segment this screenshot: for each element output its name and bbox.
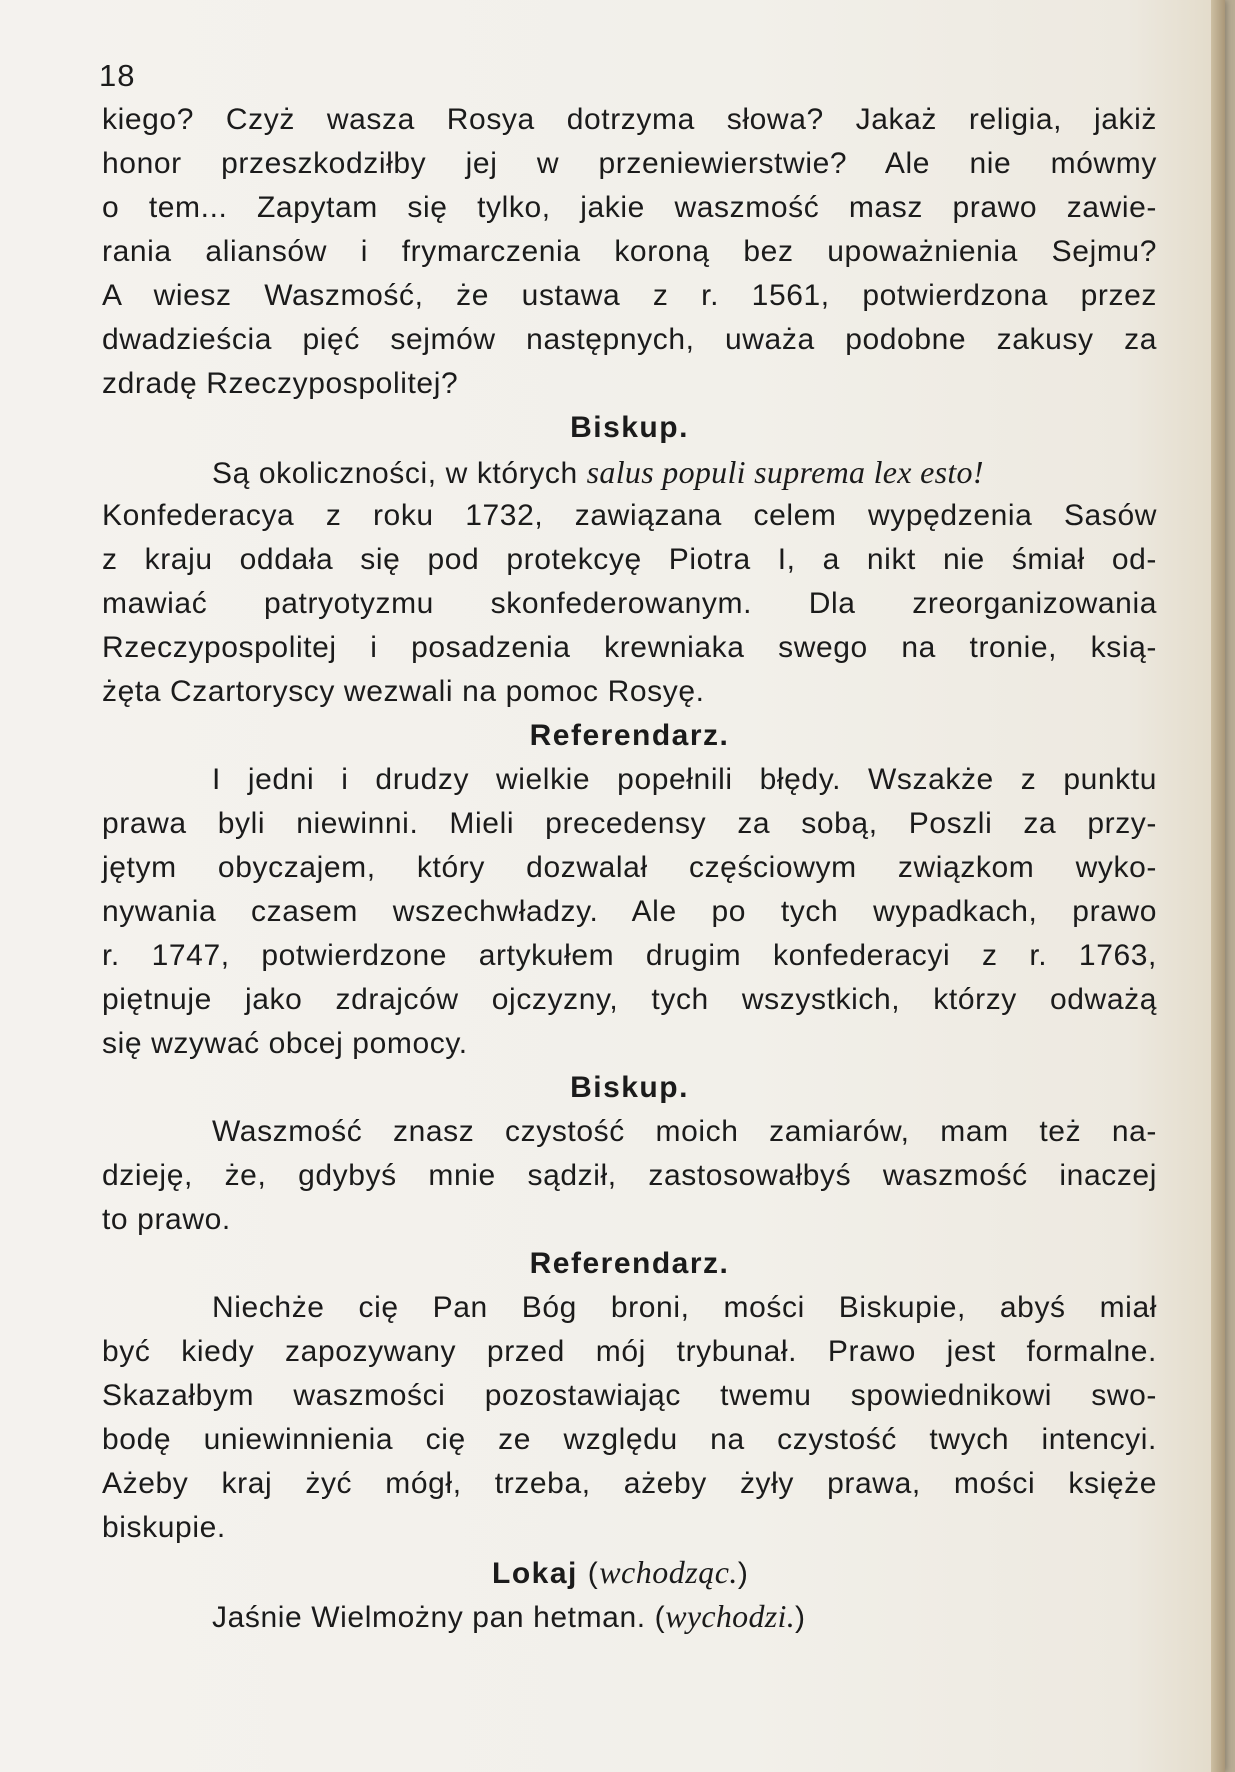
speech-paragraph [102,1110,1157,1242]
text-line: rania aliansów i frymarczenia koroną bez upoważnienia Sejmu? [102,235,1157,268]
text-line: zdradę Rzeczypospolitej? [102,367,459,400]
speech-paragraph [102,1286,1157,1550]
text-line: Ażeby kraj żyć mógł, trzeba, ażeby żyły prawa, mości księże [102,1467,1157,1500]
text-line: to prawo. [102,1203,231,1236]
speaker-name: Lokaj [492,1557,578,1590]
text-line: dzieję, że, gdybyś mnie sądził, zastosowałbyś waszmość inaczej [102,1159,1157,1192]
text-line: Niechże cię Pan Bóg broni, mości Biskupie, abyś miał [212,1291,1157,1324]
text-line: Jaśnie Wielmożny pan hetman. (wychodzi.) [212,1598,806,1634]
text-line: być kiedy zapozywany przed mój trybunał. Prawo jest formalne. [102,1335,1157,1368]
text-line: prawa byli niewinni. Mieli precedensy za sobą, Poszli za przy- [102,807,1157,840]
text-span: Są okoliczności, w których [212,457,587,490]
text-line [102,450,1157,494]
text-line: o tem... Zapytam się tylko, jakie waszmość masz prawo zawie- [102,191,1157,224]
text-line: żęta Czartoryscy wezwali na pomoc Rosyę. [102,675,705,708]
paren-close: ) [737,1557,750,1590]
speech-paragraph [102,758,1157,1066]
text-line: Rzeczypospolitej i posadzenia krewniaka swego na tronie, ksią- [102,631,1157,664]
speaker-heading: Biskup. [570,411,689,444]
text-line: I jedni i drudzy wielkie popełnili błędy. Wszakże z punktu [212,763,1157,796]
page-number: 18 [99,58,136,93]
paragraph-continuation [102,98,1157,406]
text-line: dwadzieścia pięć sejmów następnych, uważa podobne zakusy za [102,323,1157,356]
speaker-heading: Referendarz. [529,1247,730,1280]
page-text [102,98,1157,1638]
text-line: z kraju oddała się pod protekcyę Piotra I, a nikt nie śmiał od- [102,543,1157,576]
text-line: nywania czasem wszechwładzy. Ale po tych wypadkach, prawo [102,895,1157,928]
speech-paragraph [102,450,1157,714]
text-line: piętnuje jako zdrajców ojczyzny, tych wszystkich, którzy odważą [102,983,1157,1016]
speaker-heading: Biskup. [570,1071,689,1104]
text-span: Jaśnie Wielmożny pan hetman. [212,1601,646,1634]
text-line: honor przeszkodziłby jej w przeniewierstwie? Ale nie mówmy [102,147,1157,180]
text-line: A wiesz Waszmość, że ustawa z r. 1561, potwierdzona przez [102,279,1157,312]
text-line: się wzywać obcej pomocy. [102,1027,468,1060]
text-line: r. 1747, potwierdzone artykułem drugim konfederacyi z r. 1763, [102,939,1157,972]
stage-direction: wchodząc. [599,1554,738,1590]
text-line: Waszmość znasz czystość moich zamiarów, mam też na- [212,1115,1157,1148]
text-line: biskupie. [102,1511,226,1544]
text-line: jętym obyczajem, który dozwalał częściowym związkom wyko- [102,851,1157,884]
speaker-heading: Referendarz. [529,719,730,752]
page-edge [1211,0,1225,1772]
latin-phrase: salus populi suprema lex esto! [586,454,984,490]
text-line: mawiać patryotyzmu skonfederowanym. Dla zreorganizowania [102,587,1157,620]
paren-open: ( [587,1557,600,1590]
text-line: bodę uniewinnienia cię ze względu na czystość twych intencyi. [102,1423,1157,1456]
text-line: kiego? Czyż wasza Rosya dotrzyma słowa? Jakaż religia, jakiż [102,103,1157,136]
stage-direction: wychodzi. [665,1598,795,1634]
text-line: Konfederacya z roku 1732, zawiązana celem wypędzenia Sasów [102,499,1157,532]
text-line: Skazałbym waszmości pozostawiając twemu spowiednikowi swo- [102,1379,1157,1412]
speaker-heading [102,1550,1157,1594]
speech-paragraph [102,1594,1157,1638]
